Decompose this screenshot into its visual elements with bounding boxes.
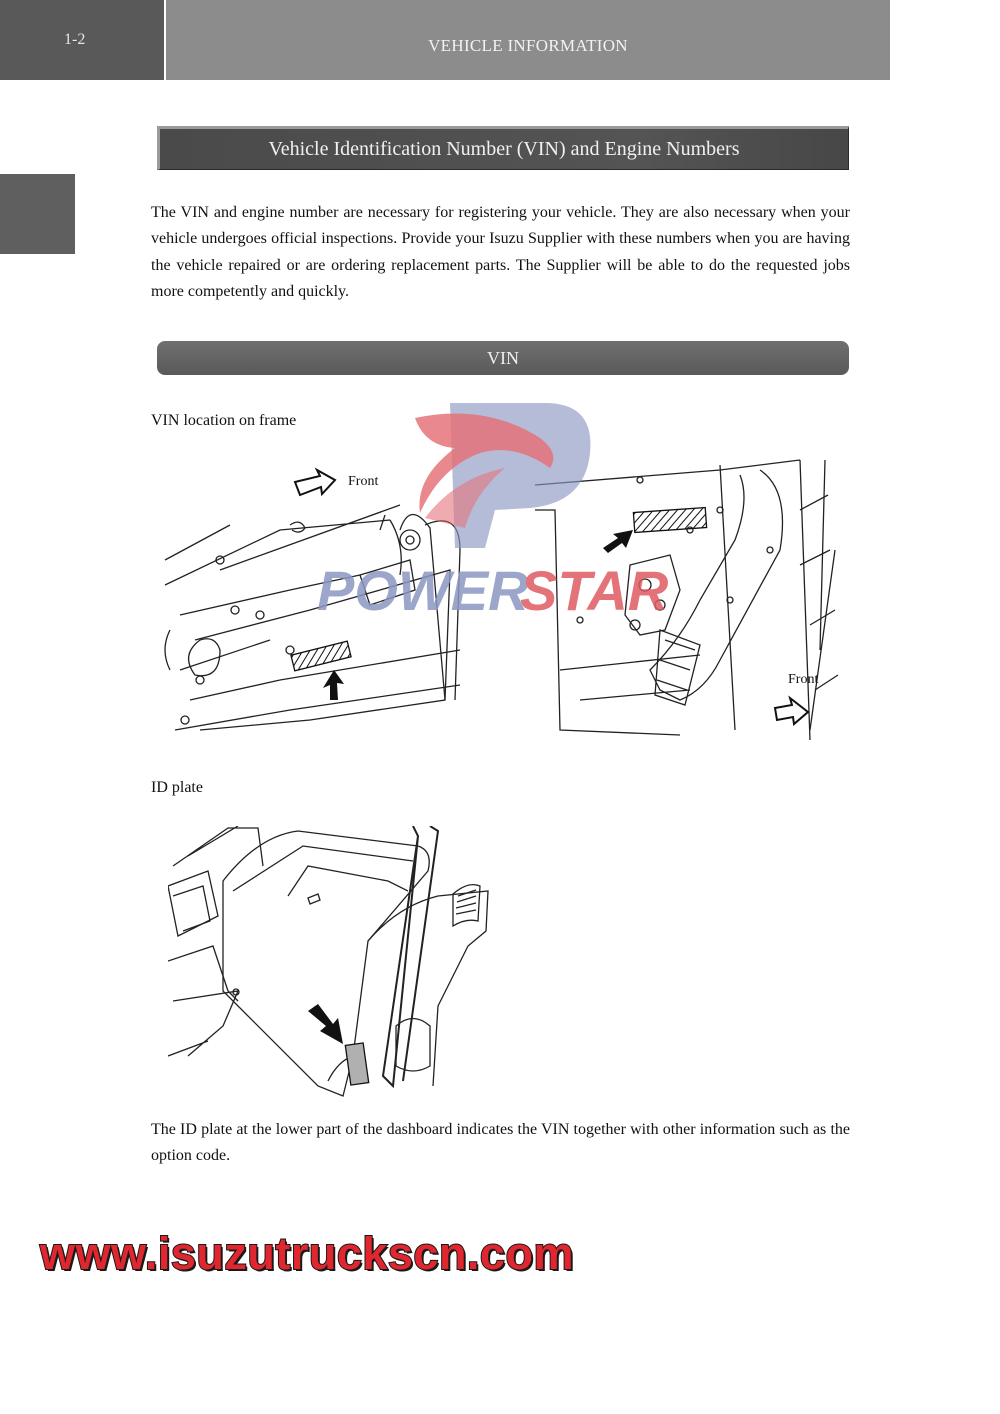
watermark-url: www.isuzutruckscn.com xyxy=(40,1228,574,1279)
logo-text-star: STAR xyxy=(520,559,669,622)
intro-paragraph: The VIN and engine number are necessary for registering your vehicle. They are also necessary when your vehicle undergoes official inspections. Provide your Isuzu Supplier with these numbers when you are having the vehicle repaired or are ordering replacement parts. The Supplier will be able to do the requested jobs more competently and quickly. xyxy=(151,204,850,300)
arrow-down-right-icon xyxy=(308,1004,343,1044)
powerstar-watermark-logo xyxy=(315,398,695,628)
front-label-right: Front xyxy=(788,672,819,687)
section-heading: Vehicle Identification Number (VIN) and Engine Numbers xyxy=(157,126,849,170)
arrow-up-icon xyxy=(323,670,344,700)
side-chapter-tab xyxy=(0,174,75,254)
vin-location-label: VIN location on frame xyxy=(151,412,297,429)
id-plate-label: ID plate xyxy=(151,779,203,796)
header-page-number: 1-2 xyxy=(0,0,164,80)
front-arrow-icon xyxy=(775,698,808,724)
header-section-title: VEHICLE INFORMATION xyxy=(166,0,890,80)
id-plate-illustration xyxy=(168,826,493,1101)
front-label-left: Front xyxy=(348,474,379,489)
id-plate-marker xyxy=(345,1043,368,1085)
vin-plate-left xyxy=(291,641,351,671)
vin-heading: VIN xyxy=(157,341,849,375)
id-plate-paragraph: The ID plate at the lower part of the dashboard indicates the VIN together with other information such as the option code. xyxy=(151,1121,850,1165)
logo-text-power: POWER xyxy=(317,559,529,622)
